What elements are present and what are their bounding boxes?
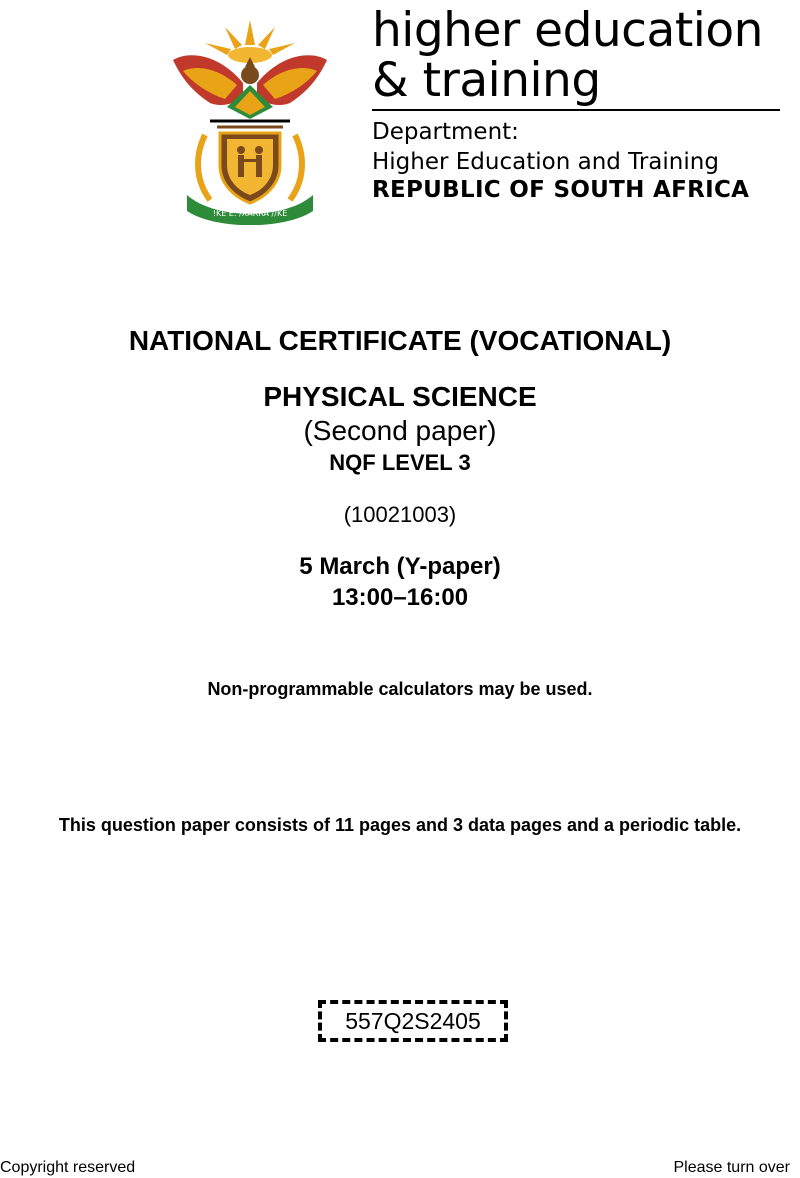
paper-code-box <box>318 1000 508 1042</box>
subject-title: PHYSICAL SCIENCE <box>263 381 537 412</box>
left-wheat-icon <box>198 135 210 200</box>
paper-number: (Second paper) <box>303 415 497 446</box>
coat-of-arms-logo <box>165 15 335 225</box>
subject-code: (10021003) <box>343 502 457 527</box>
page-count-note: This question paper consists of 11 pages and 3 data pages and a periodic table. <box>58 815 742 835</box>
country-name: REPUBLIC OF SOUTH AFRICA <box>372 177 750 203</box>
paper-code: 557Q2S2405 <box>345 1007 481 1034</box>
turn-over-notice: Please turn over <box>673 1159 790 1176</box>
qualification-title: NATIONAL CERTIFICATE (VOCATIONAL) <box>128 325 672 356</box>
brand-title-line2: & training <box>372 53 601 108</box>
copyright-notice: Copyright reserved <box>0 1159 136 1176</box>
exam-date: 5 March (Y-paper) <box>299 553 501 580</box>
brand-title-line1: higher education <box>372 3 763 58</box>
calculator-note: Non-programmable calculators may be used. <box>207 679 593 699</box>
exam-time: 13:00–16:00 <box>331 584 469 611</box>
sun-rays-icon <box>205 20 295 63</box>
nqf-level: NQF LEVEL 3 <box>329 450 471 475</box>
motto-text: !KE E: /XARRA //KE <box>212 209 288 218</box>
department-label: Department: <box>372 119 519 145</box>
header-divider <box>372 109 780 111</box>
right-wheat-icon <box>290 135 302 200</box>
department-name: Higher Education and Training <box>372 149 719 175</box>
